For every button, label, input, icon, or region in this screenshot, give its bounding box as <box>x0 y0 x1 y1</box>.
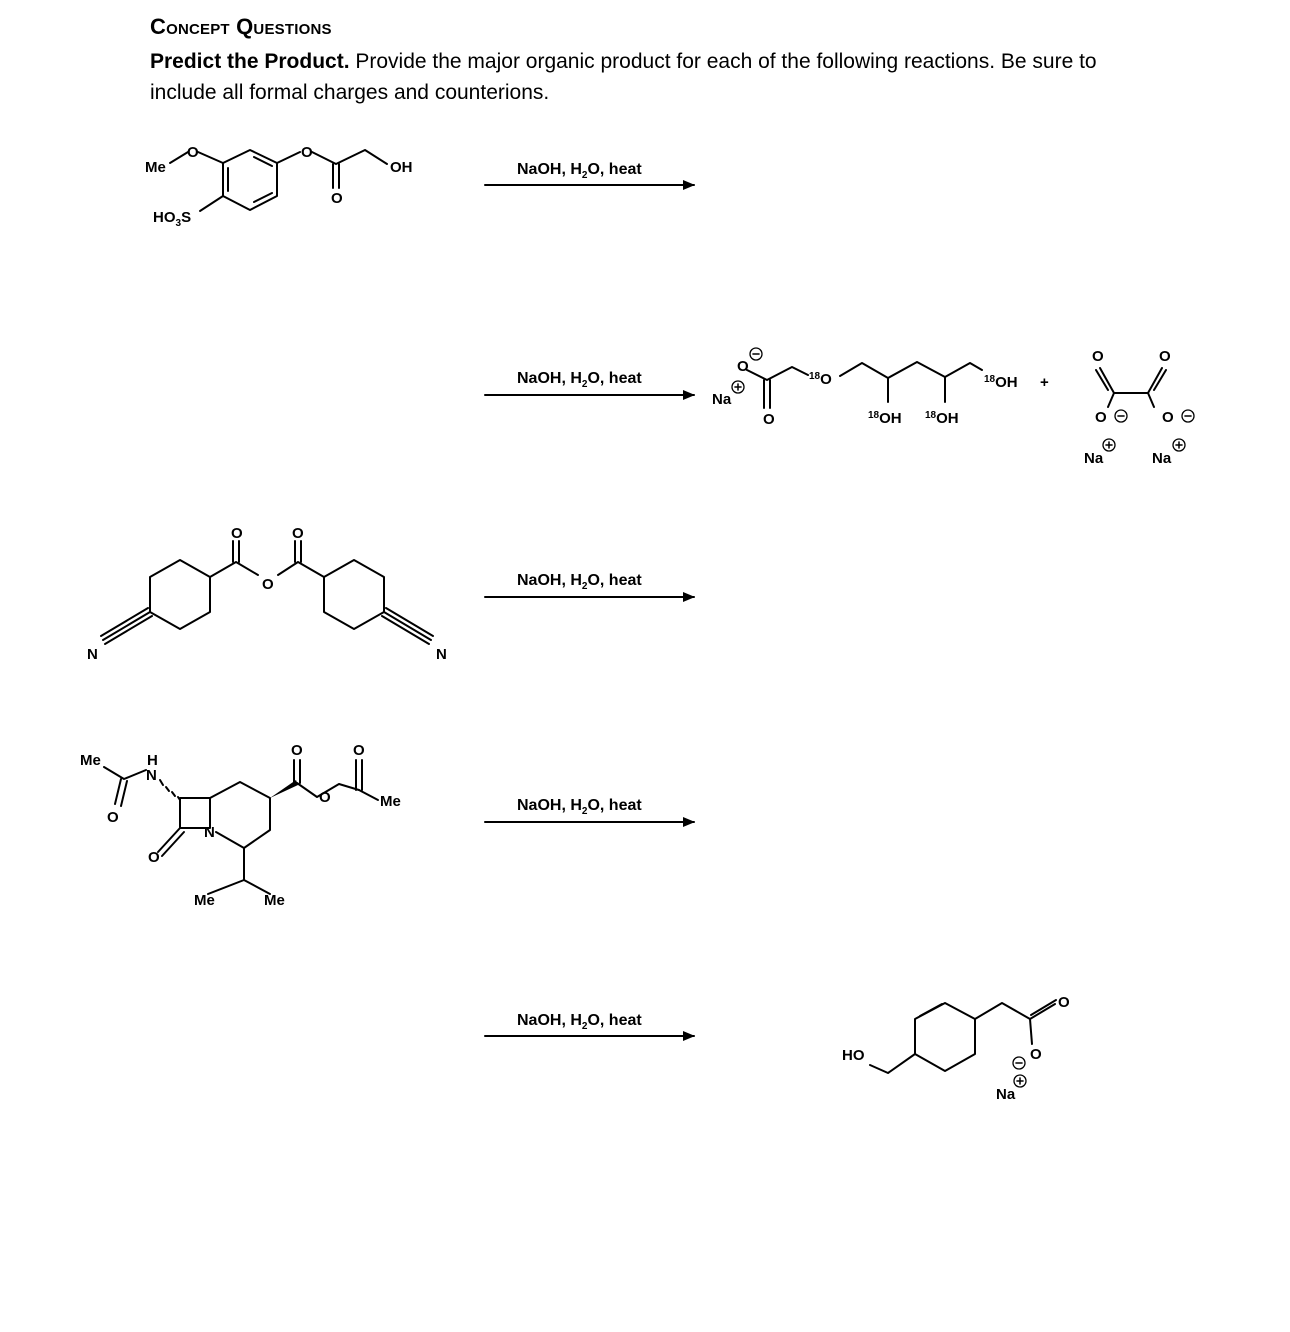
condition-2: NaOH, $H_2O$, heat <box>517 370 642 390</box>
plus-charge-icon <box>732 381 744 393</box>
oxalate-oxygen-1: O <box>1092 348 1104 365</box>
sodium-counterion: Na <box>712 391 732 408</box>
carbonyl-oxygen: O <box>763 411 775 428</box>
carbonyl-oxygen-1: O <box>231 525 243 542</box>
nitrile-nitrogen-left: N <box>87 646 98 663</box>
ether-oxygen-1: O <box>187 144 199 161</box>
oxygen-18-hydroxyl-3: $^{18}$OH <box>984 374 1018 391</box>
section-title: Concept Questions <box>150 14 332 39</box>
sulfonic-acid-label: $HO_3S$ <box>153 209 192 229</box>
condition-5: NaOH, $H_2O$, heat <box>517 1012 642 1032</box>
hydroxyl-label: OH <box>390 159 413 176</box>
reaction-1 <box>145 144 694 229</box>
oxalate-oxygen-2: O <box>1159 348 1171 365</box>
oxalate-sodium-1: Na <box>1084 450 1104 467</box>
plus-charge-icon <box>1173 439 1185 451</box>
carboxylate-oxygen: O <box>737 358 749 375</box>
carboxylate-oxygen: O <box>1030 1046 1042 1063</box>
minus-charge-icon <box>750 348 762 360</box>
condition-3: NaOH, $H_2O$, heat <box>517 572 642 592</box>
me-label-acetyl: Me <box>80 752 101 769</box>
carbonyl-oxygen-2: O <box>292 525 304 542</box>
amide-carbonyl-oxygen: O <box>107 809 119 826</box>
condition-4: NaOH, $H_2O$, heat <box>517 797 642 817</box>
minus-charge-icon <box>1013 1057 1025 1069</box>
oxygen-18-ether: $^{18}$O <box>809 371 832 388</box>
reaction-3 <box>87 525 694 663</box>
me-label-isopropyl-1: Me <box>194 892 215 909</box>
oxygen-18-hydroxyl-1: $^{18}$OH <box>868 410 902 427</box>
oxalate-structure <box>1084 348 1194 467</box>
lactam-oxygen: O <box>148 849 160 866</box>
carbonyl-oxygen-1: O <box>291 742 303 759</box>
carbonyl-oxygen-2: O <box>353 742 365 759</box>
ring-nitrogen: N <box>204 824 215 841</box>
plus-charge-icon <box>1103 439 1115 451</box>
nitrile-nitrogen-right: N <box>436 646 447 663</box>
reactant-4-structure <box>80 742 401 909</box>
oxalate-sodium-2: Na <box>1152 450 1172 467</box>
minus-charge-icon <box>1115 410 1127 422</box>
condition-1: NaOH, $H_2O$, heat <box>517 161 642 181</box>
product-5-structure <box>842 994 1070 1103</box>
anhydride-oxygen: O <box>262 576 274 593</box>
plus-charge-icon <box>1014 1075 1026 1087</box>
reactant-1-structure <box>145 144 413 229</box>
carbonyl-oxygen: O <box>331 190 343 207</box>
product-2-structure <box>712 348 1049 428</box>
reaction-5 <box>485 994 1070 1103</box>
oxygen-18-hydroxyl-2: $^{18}$OH <box>925 410 959 427</box>
me-label-acyl: Me <box>380 793 401 810</box>
reaction-2 <box>485 348 1194 467</box>
instruction-lead: Predict the Product. <box>150 50 350 73</box>
carbonyl-oxygen: O <box>1058 994 1070 1011</box>
instruction-body: Provide the major organic product for each of the following reactions. Be sure to include all formal charges and counterions. <box>150 50 1097 104</box>
me-label-isopropyl-2: Me <box>264 892 285 909</box>
hydroxyl-label: HO <box>842 1047 865 1064</box>
sodium-counterion: Na <box>996 1086 1016 1103</box>
minus-charge-icon <box>1182 410 1194 422</box>
me-label: Me <box>145 159 166 176</box>
plus-sign: + <box>1040 374 1049 391</box>
reactant-3-structure <box>87 525 447 663</box>
reaction-4 <box>80 742 694 909</box>
amide-nitrogen: N <box>146 767 157 784</box>
anhydride-oxygen: O <box>319 789 331 806</box>
amide-hydrogen: H <box>147 752 158 769</box>
ester-oxygen: O <box>301 144 313 161</box>
oxalate-oxygen-3: O <box>1095 409 1107 426</box>
oxalate-oxygen-4: O <box>1162 409 1174 426</box>
